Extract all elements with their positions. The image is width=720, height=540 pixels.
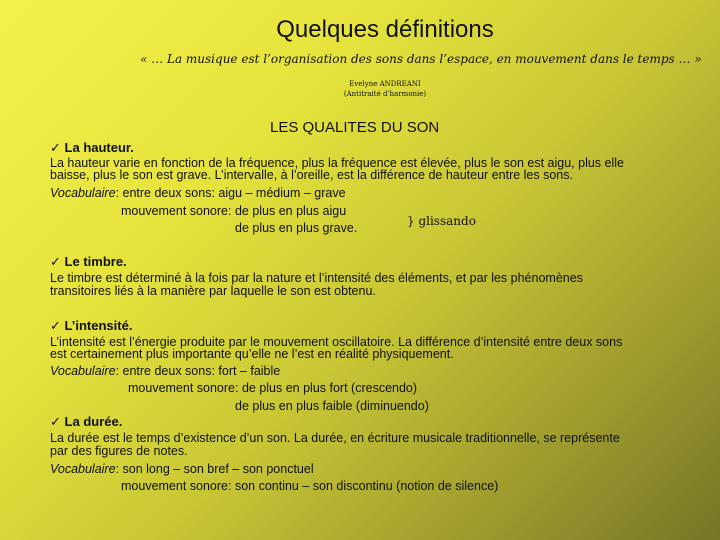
- author-name: Evelyne ANDREANI: [349, 80, 421, 88]
- hauteur-movement-2: de plus en plus grave.: [235, 221, 358, 235]
- intensite-movement-2: de plus en plus faible (diminuendo): [235, 399, 429, 413]
- hauteur-line-2: baisse, plus le son est grave. L’intervalle, à l’oreille, est la différence de hauteur entre les sons.: [50, 168, 573, 182]
- hauteur-movement-1: mouvement sonore: de plus en plus aigu: [121, 204, 347, 218]
- heading-duree-text: La durée.: [64, 414, 123, 429]
- intensite-line-1: L’intensité est l’énergie produite par le mouvement oscillatoire. La différence d’intensité entre deux sons: [50, 335, 623, 349]
- duree-line-2: par des figures de notes.: [50, 444, 188, 458]
- vocabulary-label: Vocabulaire: [50, 364, 116, 378]
- quote: « … La musique est l’organisation des sons dans l’espace, en mouvement dans le temps … »: [140, 52, 702, 66]
- hauteur-line-1: La hauteur varie en fonction de la fréquence, plus la fréquence est élevée, plus le son est aigu, plus elle: [50, 156, 624, 170]
- check-icon: ✓: [50, 140, 61, 155]
- vocabulary-text: : entre deux sons: aigu – médium – grave: [115, 186, 346, 200]
- timbre-line-2: transitoires liés à la manière par laquelle le son est obtenu.: [50, 284, 376, 298]
- duree-vocabulary: [50, 463, 314, 476]
- vocabulary-label: Vocabulaire: [50, 462, 116, 476]
- intensite-vocabulary: [50, 365, 280, 378]
- heading-hauteur-text: La hauteur.: [64, 140, 134, 155]
- vocabulary-label: Vocabulaire: [50, 186, 116, 200]
- intensite-line-2: est certainement plus importante qu’elle ne l’est en réalité physiquement.: [50, 347, 454, 361]
- duree-movement-1: mouvement sonore: son continu – son discontinu (notion de silence): [121, 479, 499, 493]
- vocabulary-text: : entre deux sons: fort – faible: [115, 364, 281, 378]
- heading-duree: [50, 414, 122, 430]
- author-work: (Antitraité d’harmonie): [343, 90, 427, 98]
- heading-timbre-text: Le timbre.: [64, 254, 127, 269]
- check-icon: ✓: [50, 414, 61, 429]
- heading-hauteur: [50, 140, 134, 156]
- check-icon: ✓: [50, 318, 61, 333]
- timbre-line-1: Le timbre est déterminé à la fois par la nature et l’intensité des éléments, et par les phénomènes: [50, 271, 583, 285]
- glissando-bracket: } glissando: [407, 214, 476, 228]
- slide-title: Quelques définitions: [276, 16, 494, 43]
- hauteur-vocabulary: [50, 187, 346, 200]
- heading-intensite: [50, 318, 132, 334]
- intensite-movement-1: mouvement sonore: de plus en plus fort (crescendo): [128, 381, 418, 395]
- duree-line-1: La durée est le temps d’existence d’un son. La durée, en écriture musicale traditionnelle, se représente: [50, 431, 620, 445]
- heading-intensite-text: L’intensité.: [64, 318, 133, 333]
- quote-author: [0, 79, 720, 99]
- section-title: LES QUALITES DU SON: [270, 119, 440, 136]
- heading-timbre: [50, 254, 127, 270]
- check-icon: ✓: [50, 254, 61, 269]
- vocabulary-text: : son long – son bref – son ponctuel: [115, 462, 314, 476]
